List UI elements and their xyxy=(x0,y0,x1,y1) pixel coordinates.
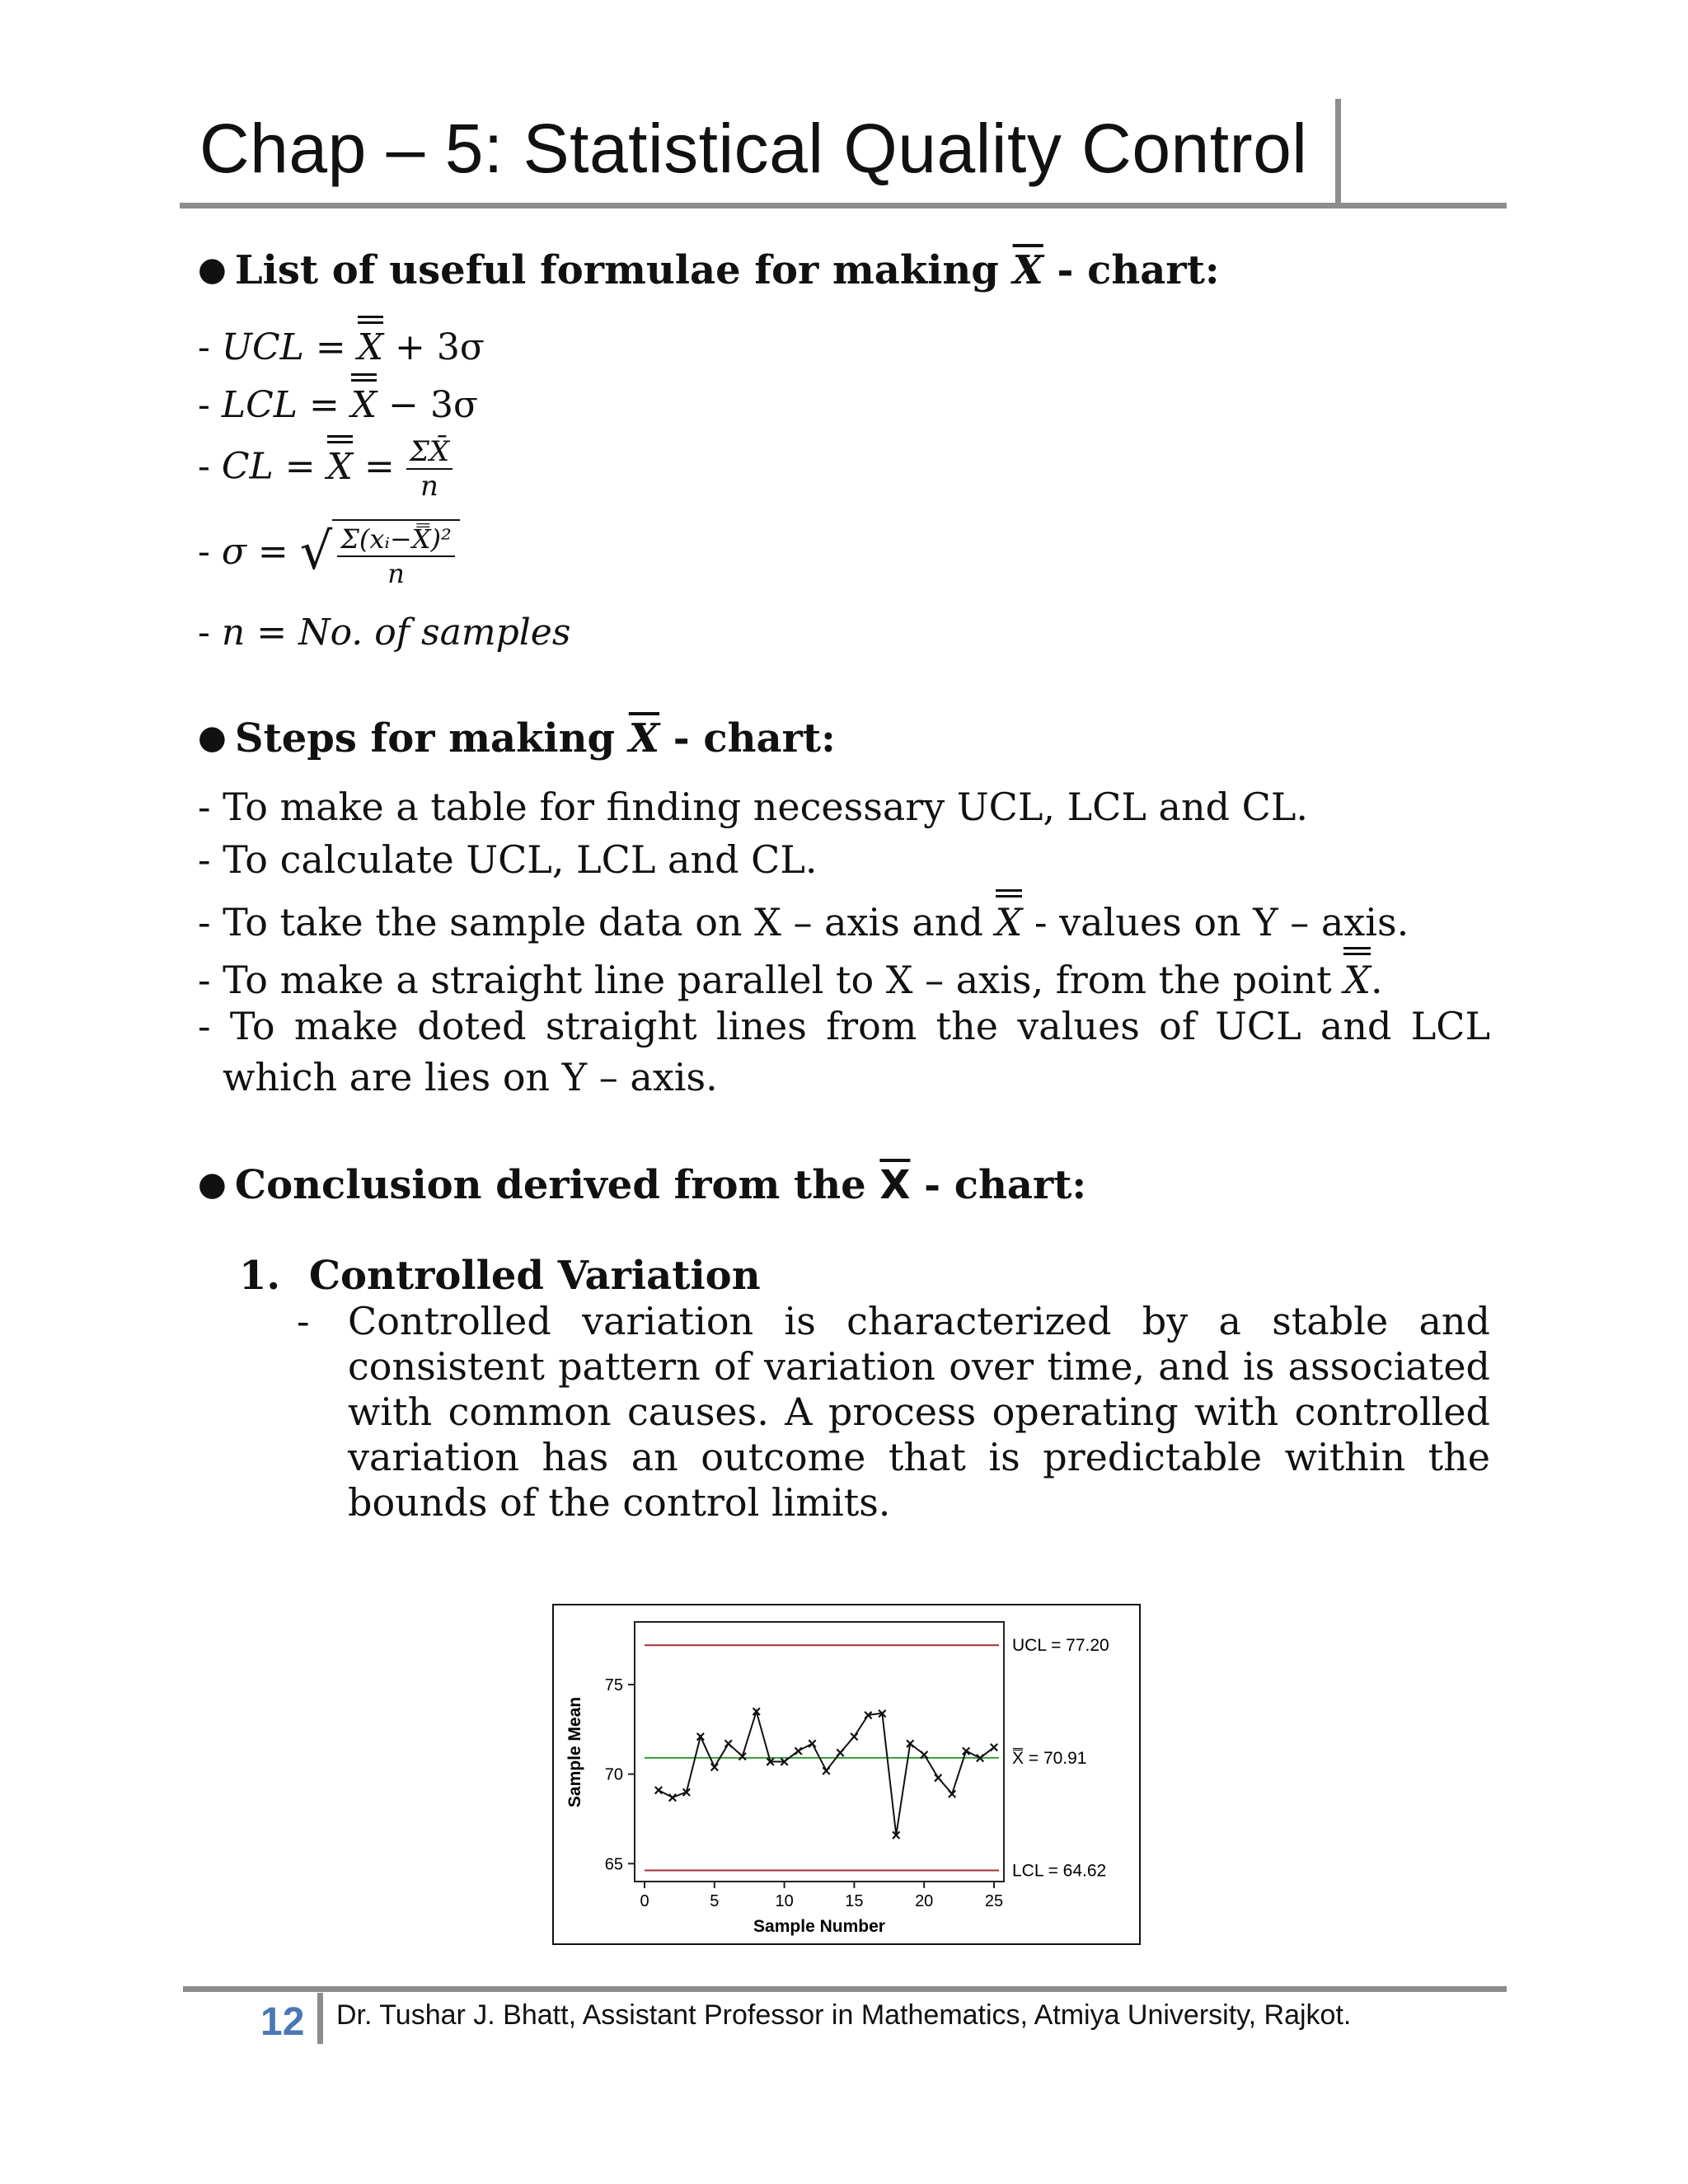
x-tick-label: 20 xyxy=(915,1892,934,1910)
data-point-marker: × xyxy=(765,1753,776,1772)
data-point-marker: × xyxy=(835,1744,846,1763)
data-point-marker: × xyxy=(723,1735,734,1754)
data-point-marker: × xyxy=(849,1728,860,1747)
page-number: 12 xyxy=(260,2000,305,2044)
data-point-marker: × xyxy=(891,1826,902,1845)
xbar-symbol: $\overline{X}$ xyxy=(879,1162,911,1208)
data-point-marker: × xyxy=(975,1750,985,1769)
step-item: - To calculate UCL, LCL and CL. xyxy=(198,837,818,882)
x-tick-label: 5 xyxy=(710,1892,720,1910)
plot-frame xyxy=(635,1622,1004,1882)
y-tick-label: 70 xyxy=(604,1765,623,1784)
conclusion-paragraph: Controlled variation is characterized by a stable and consistent pattern of variation over time, and is associated with common causes. A process operating with controlled variation has an outcome that is predictable within the bounds of the control limits. xyxy=(348,1299,1490,1525)
data-point-marker: × xyxy=(751,1703,762,1722)
data-point-marker: × xyxy=(905,1735,916,1754)
steps-heading: ● Steps for making $\overline{X}$ - chart: xyxy=(198,715,836,762)
xbar-control-chart xyxy=(552,1604,1141,1945)
data-point-marker: × xyxy=(821,1762,832,1781)
data-point-marker: × xyxy=(807,1735,818,1754)
data-point-marker: × xyxy=(863,1706,874,1725)
footer-author: Dr. Tushar J. Bhatt, Assistant Professor in Mathematics, Atmiya University, Rajkot. xyxy=(336,1999,1352,2031)
formulae-heading: ● List of useful formulae for making $\overline{X}$ - chart: xyxy=(198,247,1220,293)
list-dash: - xyxy=(297,1299,310,1343)
data-point-marker: × xyxy=(919,1746,930,1765)
header-vertical-bar xyxy=(1335,99,1341,206)
data-point-marker: × xyxy=(737,1747,748,1766)
x-tick-label: 25 xyxy=(984,1892,1004,1910)
data-point-marker: × xyxy=(947,1785,957,1804)
data-point-marker: × xyxy=(793,1742,804,1761)
y-axis-ticks xyxy=(605,1676,635,1873)
x-tick-label: 0 xyxy=(640,1892,649,1910)
chart-svg xyxy=(554,1605,1139,1943)
footer-vertical-bar xyxy=(317,1993,323,2044)
x-tick-label: 10 xyxy=(775,1892,794,1910)
sigma-radicand: $\frac{\text{Σ(xᵢ−X̿)²}}{n}$ xyxy=(332,519,460,590)
formula-sigma: - σ = √ $\frac{\text{Σ(xᵢ−X̿)²}}{n}$ xyxy=(198,516,460,590)
bullet-icon: ● xyxy=(198,718,227,757)
xbar-symbol: $\overline{X}$ xyxy=(628,715,660,762)
step-item: - To make doted straight lines from the values of UCL and LCL xyxy=(198,1004,1490,1048)
xdoublebar-symbol: X xyxy=(996,895,1023,944)
x-tick-label: 15 xyxy=(845,1892,864,1910)
data-point-marker: × xyxy=(779,1753,790,1772)
lcl-label: LCL = 64.62 xyxy=(1012,1861,1107,1881)
header-rule xyxy=(180,203,1507,209)
data-point-marker: × xyxy=(695,1728,706,1747)
data-point-marker: × xyxy=(682,1783,692,1802)
x-axis-label: Sample Number xyxy=(753,1917,885,1936)
y-axis-label: Sample Mean xyxy=(565,1696,584,1808)
data-point-marker: × xyxy=(654,1782,663,1801)
step-item: which are lies on Y – axis. xyxy=(223,1055,718,1099)
formula-cl: - CL = X = $\frac{\Sigma X̄}{n}$ xyxy=(198,435,452,503)
page-title: Chap – 5: Statistical Quality Control xyxy=(199,110,1308,187)
xdoublebar-symbol: X xyxy=(351,379,377,426)
step-item: - To make a straight line parallel to X – axis, from the point X. xyxy=(198,953,1383,1002)
xdoublebar-symbol: X xyxy=(327,441,353,488)
xdoublebar-symbol: X xyxy=(1343,953,1371,1002)
bullet-icon: ● xyxy=(198,250,227,288)
formula-n: - n = No. of samples xyxy=(198,612,571,654)
step-item: - To make a table for finding necessary UCL, LCL and CL. xyxy=(198,785,1309,829)
step-item: - To take the sample data on X – axis and X - values on Y – axis. xyxy=(198,895,1409,944)
controlled-variation-subheading: 1. Controlled Variation xyxy=(239,1253,761,1299)
data-point-marker: × xyxy=(961,1742,971,1761)
bullet-icon: ● xyxy=(198,1165,227,1203)
xbar-symbol: $\overline{X}$ xyxy=(1012,247,1043,293)
y-tick-label: 75 xyxy=(604,1676,623,1695)
y-tick-label: 65 xyxy=(604,1855,623,1874)
formula-ucl: - UCL = X + 3σ xyxy=(198,321,485,368)
data-point-marker: × xyxy=(709,1758,720,1777)
cl-label: X̿ = 70.91 xyxy=(1012,1748,1087,1768)
radical-icon: √ xyxy=(299,521,333,581)
cl-fraction: $\frac{\Sigma X̄}{n}$ xyxy=(406,435,452,503)
footer-rule xyxy=(183,1986,1507,1992)
data-point-marker: × xyxy=(668,1788,678,1807)
formula-lcl: - LCL = X − 3σ xyxy=(198,379,478,426)
conclusion-heading: ● Conclusion derived from the $\overline{X}$ - chart: xyxy=(198,1162,1087,1208)
data-point-marker: × xyxy=(877,1704,888,1723)
ucl-label: UCL = 77.20 xyxy=(1012,1636,1109,1656)
xdoublebar-symbol: X xyxy=(358,321,383,368)
x-axis-ticks xyxy=(640,1882,1003,1910)
data-point-marker: × xyxy=(989,1739,999,1758)
data-point-marker: × xyxy=(933,1769,944,1788)
